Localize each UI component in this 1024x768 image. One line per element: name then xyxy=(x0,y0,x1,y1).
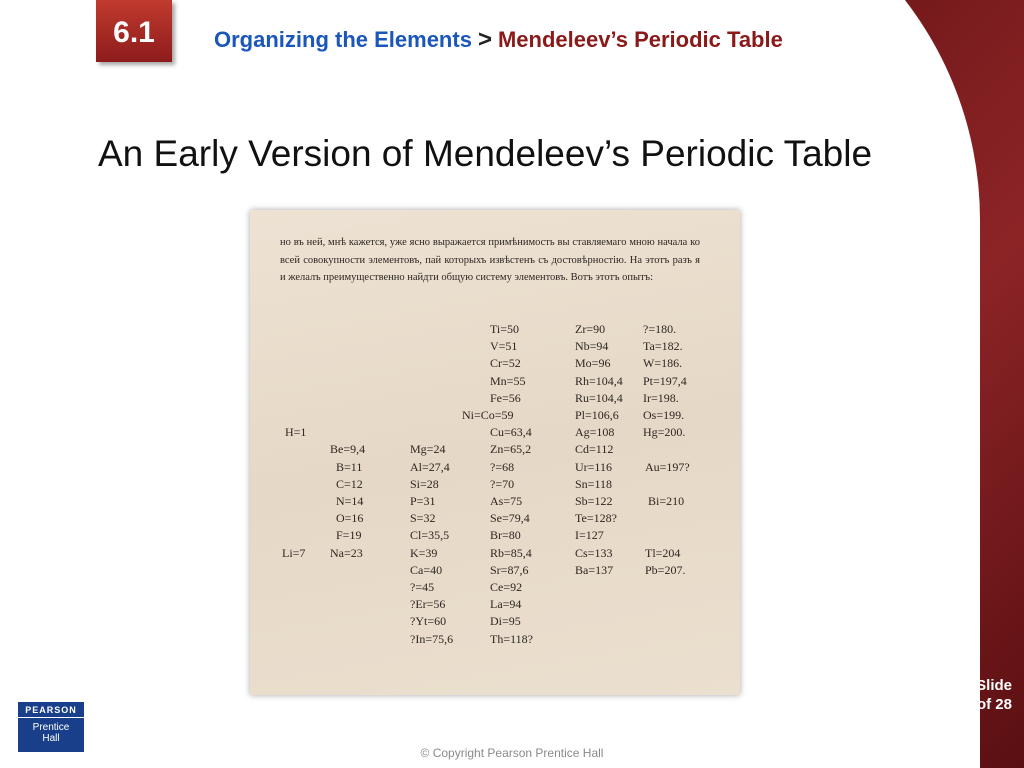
table-entry: Ag=108 xyxy=(575,425,615,440)
table-entry: Pl=106,6 xyxy=(575,408,619,422)
table-entry: K=39 xyxy=(410,545,438,560)
breadcrumb xyxy=(214,26,783,54)
logo-line-1: PEARSON xyxy=(18,702,84,718)
slide-counter-label: Slide xyxy=(976,677,1012,694)
table-entry: Se=79,4 xyxy=(490,511,530,526)
table-entry: Zr=90 xyxy=(575,322,606,336)
section-number-badge: 6.1 xyxy=(96,0,172,62)
table-entry: I=127 xyxy=(575,528,604,543)
table-entry: Mg=24 xyxy=(410,442,446,457)
table-entry: Pb=207. xyxy=(645,562,686,577)
table-entry: Ni=Co=59 xyxy=(462,408,514,422)
pearson-logo xyxy=(18,702,84,752)
table-entry: Cu=63,4 xyxy=(490,425,532,440)
table-entry: Cd=112 xyxy=(575,442,614,457)
table-entry: ?Yt=60 xyxy=(410,614,447,629)
figure-paragraph: но въ ней, мнѣ кажется, уже ясно выражается примѣнимость вы ставляемаго мною начала ко всей совокупности элементовъ, пай которыхъ извѣстенъ съ достовѣрностію. На этотъ разъ я и желалъ преимущественно найдти общую систему элементовъ. Вотъ этотъ опытъ: xyxy=(280,237,700,283)
copyright-notice: © Copyright Pearson Prentice Hall xyxy=(420,746,604,760)
table-entry: Mn=55 xyxy=(490,373,526,388)
table-entry: Cs=133 xyxy=(575,545,613,560)
table-entry: Ir=198. xyxy=(643,390,679,405)
breadcrumb-separator: > xyxy=(477,26,492,53)
table-entry: Ba=137 xyxy=(575,562,614,577)
table-entry: Tl=204 xyxy=(645,545,681,560)
table-entry: Ti=50 xyxy=(490,322,520,336)
table-entry: B=11 xyxy=(336,459,363,474)
table-entry: V=51 xyxy=(490,339,518,354)
table-entry: La=94 xyxy=(490,597,522,612)
table-entry: Be=9,4 xyxy=(330,442,366,457)
table-entry: Os=199. xyxy=(643,408,685,422)
table-entry: H=1 xyxy=(285,425,307,440)
table-entry: ?=68 xyxy=(490,459,515,474)
table-entry: Al=27,4 xyxy=(410,459,450,474)
table-entry: Sr=87,6 xyxy=(490,562,529,577)
table-entry: O=16 xyxy=(336,511,364,526)
table-entry: Sn=118 xyxy=(575,476,612,491)
logo-line-3: Hall xyxy=(42,733,60,744)
table-entry: W=186. xyxy=(643,356,683,371)
table-entry: Cr=52 xyxy=(490,356,521,371)
slide-title: An Early Version of Mendeleev’s Periodic Table xyxy=(98,133,873,174)
mendeleev-table-image xyxy=(250,210,740,695)
table-entry: Ur=116 xyxy=(575,459,612,474)
table-entry: Ca=40 xyxy=(410,562,443,577)
table-entry: Au=197? xyxy=(645,459,690,474)
logo-line-2: Prentice xyxy=(32,722,70,733)
table-entry: Ta=182. xyxy=(643,339,683,354)
table-entry: Nb=94 xyxy=(575,339,609,354)
table-entry: Rh=104,4 xyxy=(575,373,623,388)
table-entry: ?=180. xyxy=(643,322,677,336)
table-entry: As=75 xyxy=(490,494,523,508)
table-entry: Ce=92 xyxy=(490,580,523,594)
table-entry: C=12 xyxy=(336,476,363,491)
table-entry: S=32 xyxy=(410,511,436,526)
table-entry: ?=70 xyxy=(490,476,515,491)
table-entry: Fe=56 xyxy=(490,390,521,405)
table-entry: N=14 xyxy=(336,494,364,508)
table-entry: Pt=197,4 xyxy=(643,373,687,388)
table-entry: Br=80 xyxy=(490,528,521,543)
table-entry: P=31 xyxy=(410,494,436,508)
table-entry: Hg=200. xyxy=(643,425,686,440)
slide-counter-value: 8 of 28 xyxy=(964,696,1012,713)
slide-counter xyxy=(964,676,1012,714)
table-entry: Bi=210 xyxy=(648,494,685,508)
breadcrumb-section: Organizing the Elements xyxy=(214,27,472,52)
table-entry: Cl=35,5 xyxy=(410,528,450,543)
table-entry: Te=128? xyxy=(575,511,617,526)
table-entry: Zn=65,2 xyxy=(490,442,532,457)
table-entry: Ru=104,4 xyxy=(575,390,623,405)
table-entry: Th=118? xyxy=(490,631,533,646)
table-entry: Si=28 xyxy=(410,476,439,491)
breadcrumb-topic: Mendeleev’s Periodic Table xyxy=(497,27,783,52)
table-entry: Di=95 xyxy=(490,614,521,629)
table-entry: F=19 xyxy=(336,528,362,543)
table-entry: Li=7 xyxy=(282,545,306,560)
table-entry: ?Er=56 xyxy=(410,597,446,612)
table-entry: Rb=85,4 xyxy=(490,545,532,560)
table-entry: Na=23 xyxy=(330,545,363,560)
table-entry: ?=45 xyxy=(410,580,435,594)
table-entry: Mo=96 xyxy=(575,356,611,371)
table-entry: ?In=75,6 xyxy=(410,631,454,646)
table-entry: Sb=122 xyxy=(575,494,613,508)
